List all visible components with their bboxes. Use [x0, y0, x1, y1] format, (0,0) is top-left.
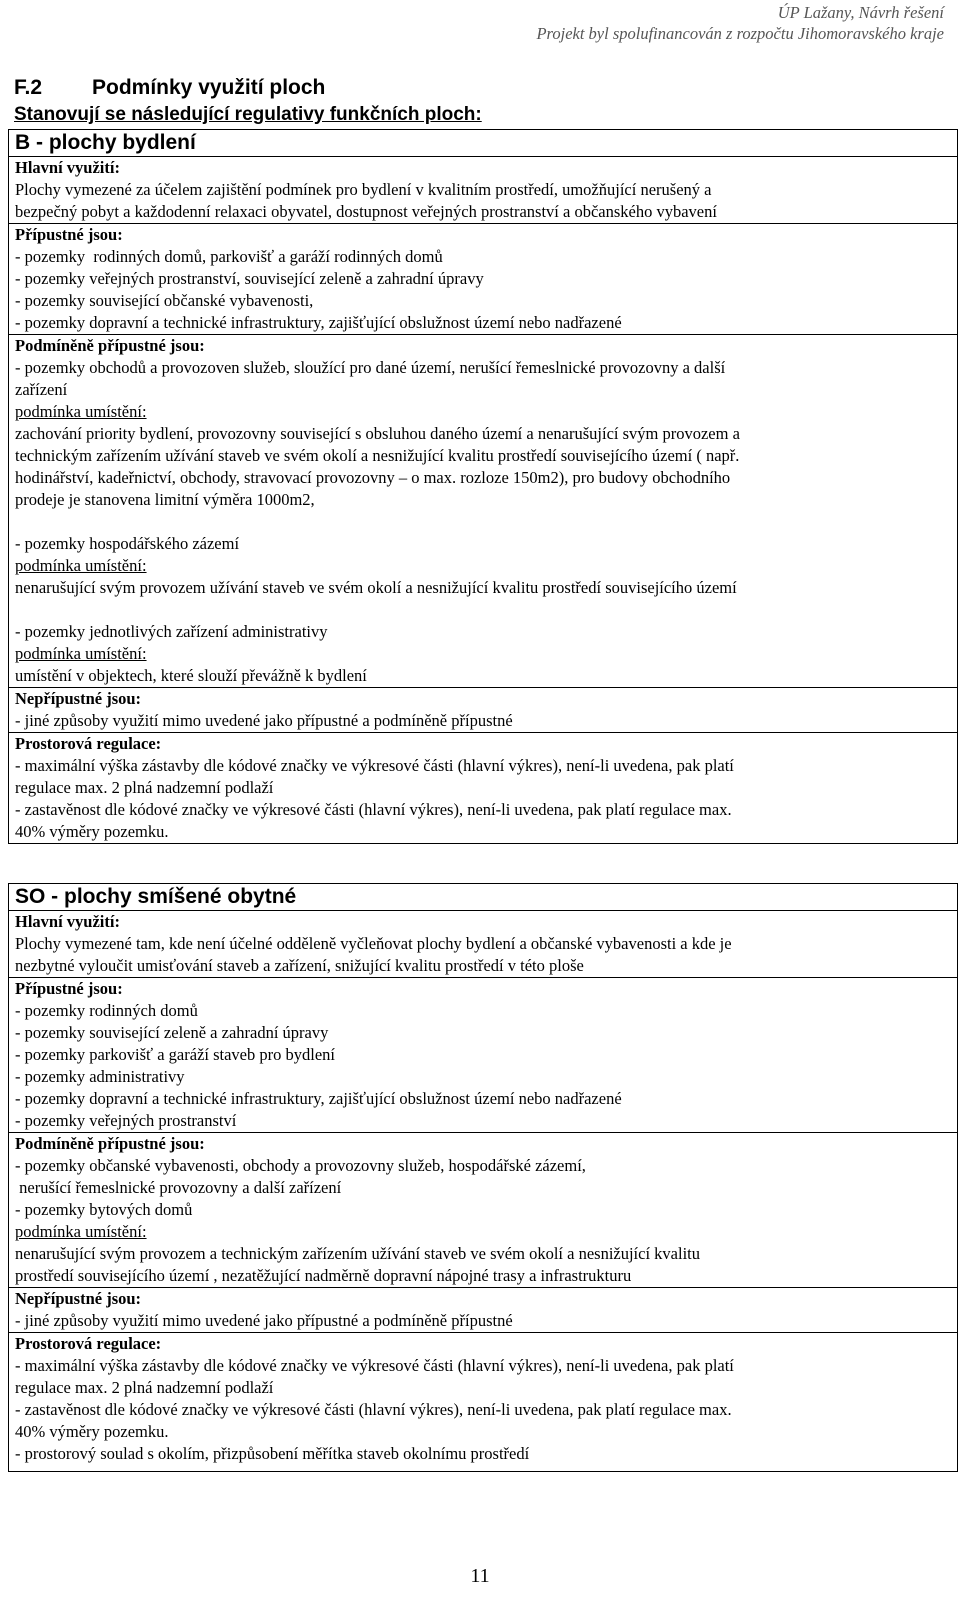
- text-line: - pozemky administrativy: [15, 1067, 185, 1086]
- text-line: zařízení: [15, 380, 68, 399]
- text-line: hodinářství, kadeřnictví, obchody, stravovací provozovny – o max. rozloze 150m2), pro budovy obchodního: [15, 468, 731, 487]
- text-line: - pozemky dopravní a technické infrastruktury, zajišťující obslužnost území nebo nadřazené: [15, 313, 622, 332]
- text-line: nezbytné vyloučit umisťování staveb a zařízení, snižující kvalitu prostředí v této ploše: [15, 956, 584, 975]
- text-line: regulace max. 2 plná nadzemní podlaží: [15, 778, 274, 797]
- text-line: - pozemky veřejných prostranství: [15, 1111, 237, 1130]
- b-prostorova-label: Prostorová regulace:: [15, 734, 162, 753]
- header-line-1: ÚP Lažany, Návrh řešení: [777, 3, 944, 22]
- so-nepripustne-label: Nepřípustné jsou:: [15, 1289, 142, 1308]
- so-pripustne-label: Přípustné jsou:: [15, 979, 123, 998]
- b-podminecne-text-c: [15, 533, 951, 555]
- header-line-2: Projekt byl spolufinancován z rozpočtu Jihomoravského kraje: [536, 24, 944, 43]
- so-hlavni-text: [15, 933, 951, 977]
- text-line: - pozemky parkovišť a garáží staveb pro bydlení: [15, 1045, 335, 1064]
- text-line: nenarušující svým provozem a technickým zařízením užívání staveb ve svém okolí a nesnižující kvalitu: [15, 1244, 700, 1263]
- text-line: - pozemky obchodů a provozoven služeb, sloužící pro dané území, nerušící řemeslnické provozovny a další: [15, 358, 726, 377]
- text-line: - pozemky veřejných prostranství, související zeleně a zahradní úpravy: [15, 269, 484, 288]
- so-hlavni-label: Hlavní využití:: [15, 912, 120, 931]
- b-hlavni-row: [9, 157, 957, 224]
- text-line: - maximální výška zástavby dle kódové značky ve výkresové části (hlavní výkres), není-li uvedena, pak platí: [15, 1356, 734, 1375]
- text-line: prostředí souvisejícího území , nezatěžující nadměrně dopravní nápojné trasy a infrastrukturu: [15, 1266, 632, 1285]
- b-prostorova-row: [9, 733, 957, 843]
- text-line: - prostorový soulad s okolím, přizpůsobení měřítka staveb okolnímu prostředí: [15, 1444, 530, 1463]
- chapter-number: F.2: [14, 76, 43, 99]
- text-line: nenarušující svým provozem užívání staveb ve svém okolí a nesnižující kvalitu prostředí souvisejícího území: [15, 578, 737, 597]
- text-line: bezpečný pobyt a každodenní relaxaci obyvatel, dostupnost veřejných prostranství a občanského vybavení: [15, 202, 717, 221]
- text-line: - pozemky dopravní a technické infrastruktury, zajišťující obslužnost území nebo nadřazené: [15, 1089, 622, 1108]
- text-line: 40% výměry pozemku.: [15, 1422, 169, 1441]
- spacer: [15, 599, 951, 621]
- b-podminecne-row: [9, 335, 957, 688]
- text-line: umístění v objektech, které slouží převážně k bydlení: [15, 666, 367, 685]
- b-podminka-label-3: podmínka umístění:: [15, 644, 147, 663]
- b-pripustne-label: Přípustné jsou:: [15, 225, 123, 244]
- b-podminka-label-2: podmínka umístění:: [15, 556, 147, 575]
- page-header: [536, 2, 944, 44]
- so-nepripustne-text: [15, 1310, 951, 1332]
- spacer: [15, 511, 951, 533]
- b-nepripustne-row: [9, 688, 957, 733]
- page-number: 11: [470, 1565, 490, 1587]
- so-podminka-label: podmínka umístění:: [15, 1222, 147, 1241]
- text-line: zachování priority bydlení, provozovny související s obsluhou daného území a nenarušující svým provozem a: [15, 424, 740, 443]
- so-pripustne-row: [9, 978, 957, 1133]
- text-line: prodeje je stanovena limitní výměra 1000m2,: [15, 490, 315, 509]
- text-line: - zastavěnost dle kódové značky ve výkresové části (hlavní výkres), není-li uvedena, pak platí regulace max.: [15, 1400, 732, 1419]
- b-podminecne-text-d: [15, 577, 951, 599]
- text-line: - maximální výška zástavby dle kódové značky ve výkresové části (hlavní výkres), není-li uvedena, pak platí: [15, 756, 734, 775]
- so-prostorova-label: Prostorová regulace:: [15, 1334, 162, 1353]
- text-line: Plochy vymezené za účelem zajištění podmínek pro bydlení v kvalitním prostředí, umožňující nerušený a: [15, 180, 712, 199]
- b-podminka-label-1: podmínka umístění:: [15, 402, 147, 421]
- b-hlavni-label: Hlavní využití:: [15, 158, 120, 177]
- text-line: - pozemky rodinných domů: [15, 1001, 198, 1020]
- b-nepripustne-text: [15, 710, 951, 732]
- section-subtitle: Stanovují se následující regulativy funkčních ploch:: [14, 104, 482, 125]
- so-podminecne-row: [9, 1133, 957, 1288]
- text-line: - pozemky hospodářského zázemí: [15, 534, 240, 553]
- text-line: - zastavěnost dle kódové značky ve výkresové části (hlavní výkres), není-li uvedena, pak platí regulace max.: [15, 800, 732, 819]
- so-podminecne-label: Podmíněně přípustné jsou:: [15, 1134, 205, 1153]
- b-podminecne-text-a: [15, 357, 951, 401]
- b-title: B - plochy bydlení: [9, 130, 957, 157]
- text-line: - pozemky jednotlivých zařízení administrativy: [15, 622, 328, 641]
- regulation-table-b: [8, 129, 958, 844]
- chapter-heading: [14, 76, 325, 100]
- text-line: - pozemky související zeleně a zahradní úpravy: [15, 1023, 329, 1042]
- text-line: - jiné způsoby využití mimo uvedené jako přípustné a podmíněně přípustné: [15, 711, 513, 730]
- so-prostorova-row: [9, 1333, 957, 1471]
- b-podminecne-label: Podmíněně přípustné jsou:: [15, 336, 205, 355]
- b-pripustne-text: [15, 246, 951, 334]
- text-line: - pozemky související občanské vybavenosti,: [15, 291, 314, 310]
- text-line: nerušící řemeslnické provozovny a další zařízení: [15, 1178, 342, 1197]
- b-podminecne-text-f: [15, 665, 951, 687]
- b-nepripustne-label: Nepřípustné jsou:: [15, 689, 142, 708]
- so-prostorova-text: [15, 1355, 951, 1465]
- text-line: regulace max. 2 plná nadzemní podlaží: [15, 1378, 274, 1397]
- chapter-title: Podmínky využití ploch: [92, 76, 326, 99]
- b-podminecne-text-e: [15, 621, 951, 643]
- b-hlavni-text: [15, 179, 951, 223]
- so-nepripustne-row: [9, 1288, 957, 1333]
- b-pripustne-row: [9, 224, 957, 335]
- b-prostorova-text: [15, 755, 951, 843]
- text-line: - pozemky občanské vybavenosti, obchody a provozovny služeb, hospodářské zázemí,: [15, 1156, 586, 1175]
- so-podminecne-text-a: [15, 1155, 951, 1221]
- so-podminecne-text-b: [15, 1243, 951, 1287]
- so-pripustne-text: [15, 1000, 951, 1132]
- text-line: - pozemky bytových domů: [15, 1200, 193, 1219]
- so-hlavni-row: [9, 911, 957, 978]
- text-line: 40% výměry pozemku.: [15, 822, 169, 841]
- text-line: - jiné způsoby využití mimo uvedené jako přípustné a podmíněně přípustné: [15, 1311, 513, 1330]
- b-podminecne-text-b: [15, 423, 951, 511]
- text-line: technickým zařízením užívání staveb ve svém okolí a nesnižující kvalitu prostředí souvisejícího území ( např.: [15, 446, 740, 465]
- text-line: Plochy vymezené tam, kde není účelné odděleně vyčleňovat plochy bydlení a občanské vybavenosti a kde je: [15, 934, 732, 953]
- text-line: - pozemky rodinných domů, parkovišť a garáží rodinných domů: [15, 247, 443, 266]
- so-title: SO - plochy smíšené obytné: [9, 884, 957, 911]
- regulation-table-so: [8, 883, 958, 1472]
